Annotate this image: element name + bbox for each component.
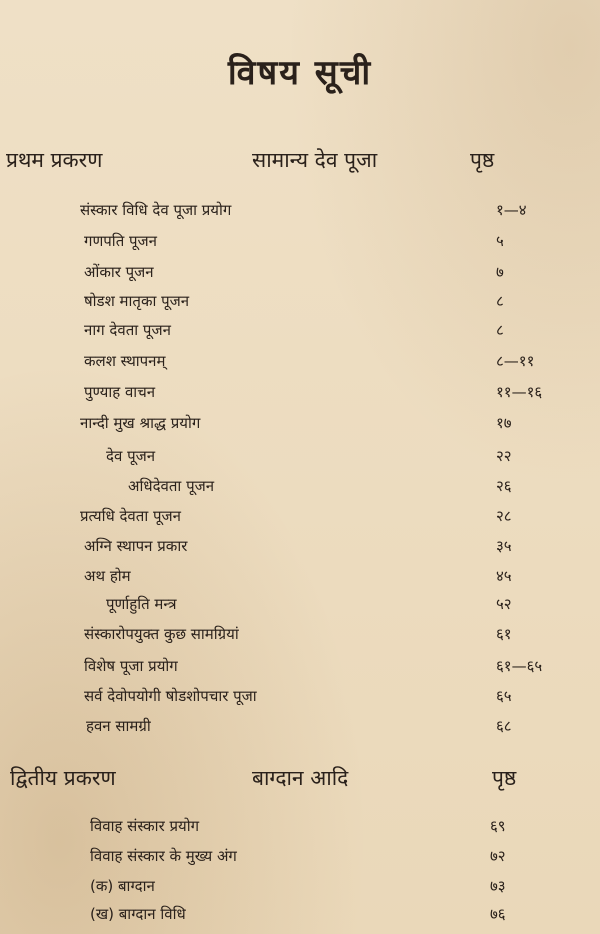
toc-entry bbox=[0, 686, 600, 712]
entry-title: प्रत्यधि देवता पूजन bbox=[80, 507, 181, 525]
section-header-1 bbox=[0, 146, 600, 180]
entry-title: विवाह संस्कार के मुख्य अंग bbox=[90, 847, 237, 865]
toc-entry bbox=[0, 846, 600, 872]
entry-title: अग्नि स्थापन प्रकार bbox=[84, 537, 188, 555]
toc-entry bbox=[0, 262, 600, 288]
entry-title: कलश स्थापनम् bbox=[84, 352, 166, 370]
entry-page: ६१ bbox=[496, 625, 512, 643]
section-topic: बाग्दान आदि bbox=[252, 766, 349, 790]
entry-title: षोडश मातृका पूजन bbox=[84, 292, 190, 310]
entry-page: १७ bbox=[496, 414, 512, 432]
entry-title: पूर्णाहुति मन्त्र bbox=[106, 595, 177, 613]
page-title: विषय सूची bbox=[227, 53, 373, 93]
toc-entry bbox=[0, 594, 600, 620]
section-label: द्वितीय प्रकरण bbox=[10, 766, 116, 790]
entry-title: अथ होम bbox=[84, 567, 131, 585]
section-topic: सामान्य देव पूजा bbox=[252, 148, 378, 172]
entry-title: संस्कार विधि देव पूजा प्रयोग bbox=[80, 201, 232, 219]
section-header-2 bbox=[0, 764, 600, 798]
entry-title: विशेष पूजा प्रयोग bbox=[84, 657, 178, 675]
toc-entry bbox=[0, 231, 600, 257]
toc-entry bbox=[0, 291, 600, 317]
entry-page: २८ bbox=[496, 507, 512, 525]
toc-entry bbox=[0, 566, 600, 592]
page-column-label: पृष्ठ bbox=[492, 766, 517, 790]
entry-title: विवाह संस्कार प्रयोग bbox=[90, 817, 200, 835]
entry-title: हवन सामग्री bbox=[86, 717, 151, 735]
entry-page: ८—११ bbox=[496, 352, 535, 370]
entry-title: देव पूजन bbox=[106, 447, 156, 465]
entry-title: सर्व देवोपयोगी षोडशोपचार पूजा bbox=[84, 687, 257, 705]
toc-entry bbox=[0, 506, 600, 532]
entry-page: ५२ bbox=[496, 595, 512, 613]
entry-page: ७ bbox=[496, 263, 504, 281]
entry-page: २६ bbox=[496, 477, 512, 495]
entry-title: ओंकार पूजन bbox=[84, 263, 154, 281]
entry-page: ६५ bbox=[496, 687, 512, 705]
toc-entry bbox=[0, 413, 600, 439]
page-column-label: पृष्ठ bbox=[470, 148, 495, 172]
toc-entry bbox=[0, 904, 600, 930]
entry-page: ६१—६५ bbox=[496, 657, 543, 675]
entry-title: (ख) बाग्दान विधि bbox=[90, 905, 186, 923]
entry-page: ११—१६ bbox=[496, 383, 543, 401]
entry-page: २२ bbox=[496, 447, 512, 465]
entry-page: ४५ bbox=[496, 567, 512, 585]
entry-title: पुण्याह वाचन bbox=[84, 383, 156, 401]
toc-entry bbox=[0, 446, 600, 472]
section-label: प्रथम प्रकरण bbox=[6, 148, 103, 172]
entry-title: गणपति पूजन bbox=[84, 232, 157, 250]
entry-page: ७२ bbox=[490, 847, 506, 865]
entry-title: नान्दी मुख श्राद्ध प्रयोग bbox=[80, 414, 201, 432]
entry-page: ३५ bbox=[496, 537, 512, 555]
toc-entry bbox=[0, 536, 600, 562]
entry-page: ७३ bbox=[490, 877, 506, 895]
entry-title: नाग देवता पूजन bbox=[84, 321, 171, 339]
entry-page: ८ bbox=[496, 292, 504, 310]
toc-entry bbox=[0, 656, 600, 682]
entry-title: अधिदेवता पूजन bbox=[128, 477, 215, 495]
entry-page: १—४ bbox=[496, 201, 527, 219]
toc-entry bbox=[0, 476, 600, 502]
toc-entry bbox=[0, 320, 600, 346]
toc-entry bbox=[0, 200, 600, 226]
toc-entry bbox=[0, 624, 600, 650]
entry-page: ७६ bbox=[490, 905, 506, 923]
toc-entry bbox=[0, 716, 600, 742]
toc-entry bbox=[0, 816, 600, 842]
entry-page: ८ bbox=[496, 321, 504, 339]
entry-page: ५ bbox=[496, 232, 504, 250]
entry-title: (क) बाग्दान bbox=[90, 877, 155, 895]
toc-entry bbox=[0, 382, 600, 408]
entry-title: संस्कारोपयुक्त कुछ सामग्रियां bbox=[84, 625, 239, 643]
entry-page: ६९ bbox=[490, 817, 506, 835]
toc-entry bbox=[0, 351, 600, 377]
toc-entry bbox=[0, 876, 600, 902]
entry-page: ६८ bbox=[496, 717, 512, 735]
